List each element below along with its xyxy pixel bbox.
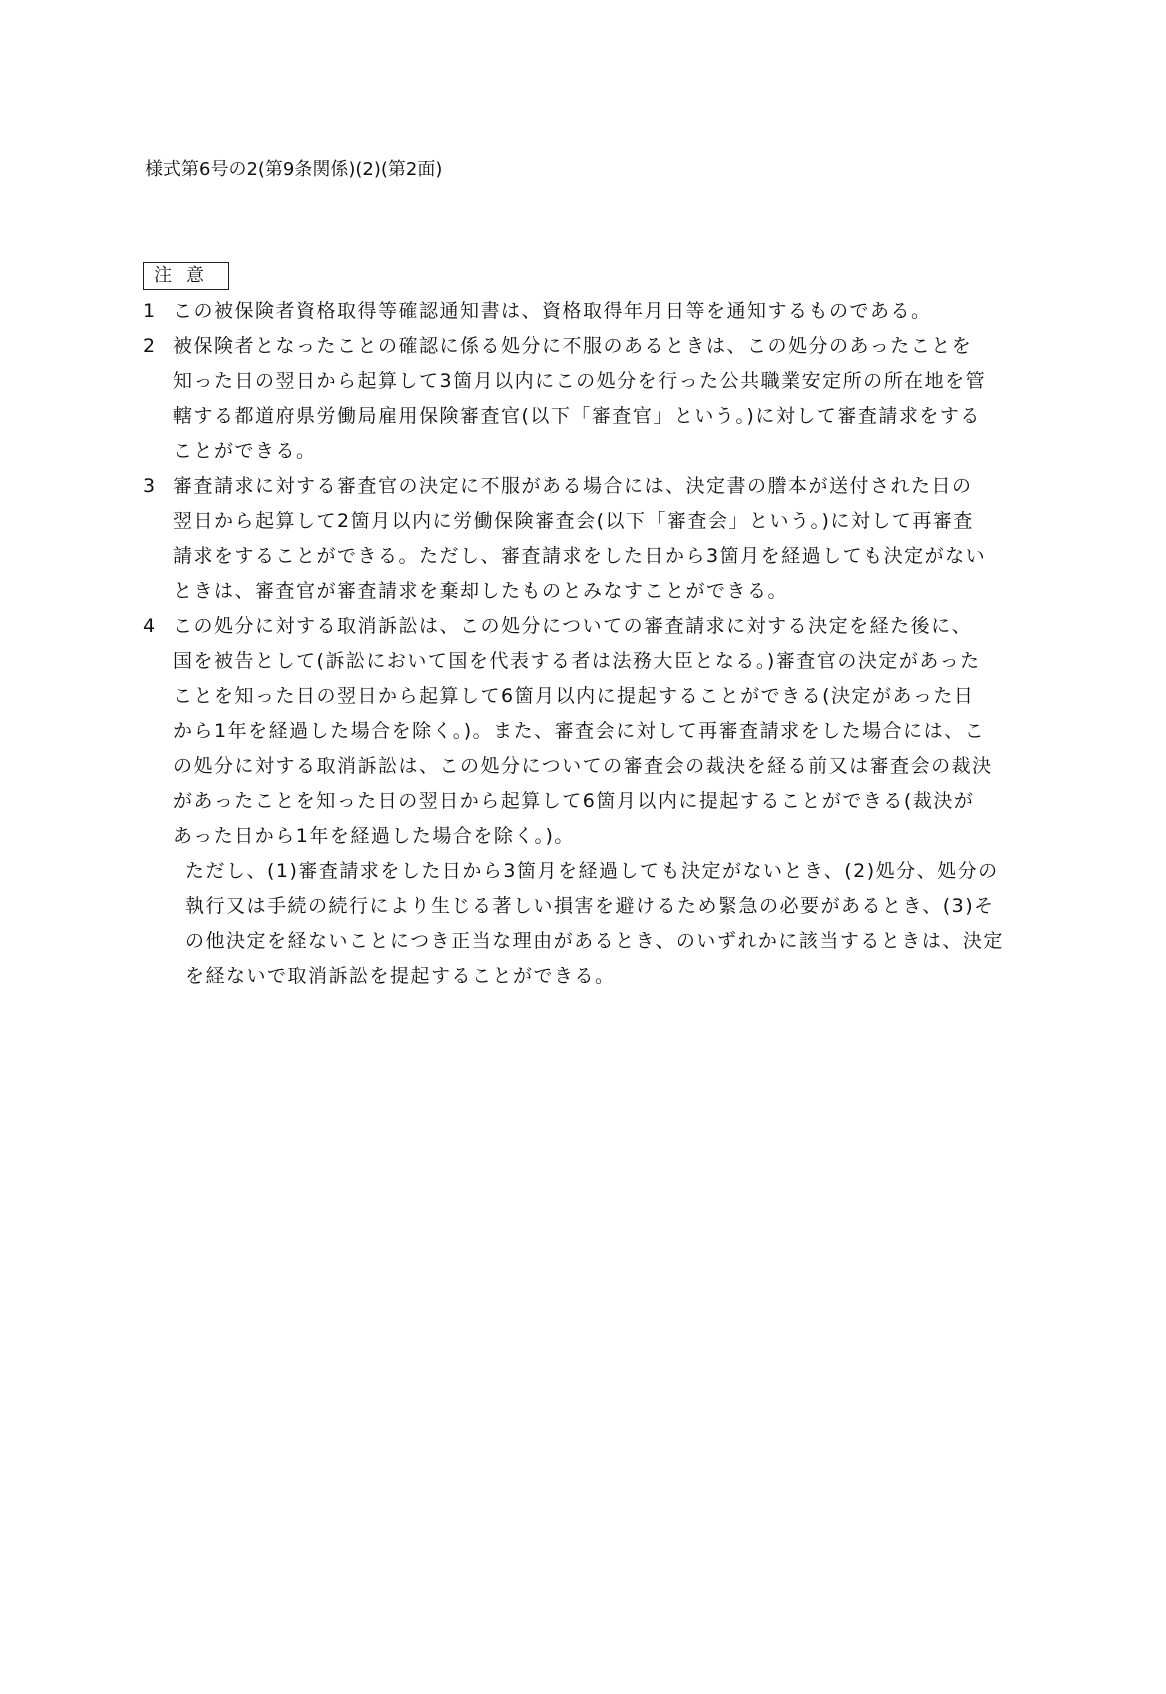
- note-text: [173, 294, 1033, 329]
- note-item-1: [143, 294, 1033, 329]
- note-item-3: [143, 469, 1033, 609]
- note-number: 1: [143, 300, 157, 322]
- note-line: ときは、審査官が審査請求を棄却したものとみなすことができる。: [173, 580, 789, 602]
- note-line: から1年を経過した場合を除く。)。また、審査会に対して再審査請求をした場合には、こ: [173, 720, 986, 742]
- note-line: この被保険者資格取得等確認通知書は、資格取得年月日等を通知するものである。: [173, 300, 932, 322]
- note-number: 2: [143, 335, 157, 357]
- notes-list: [143, 294, 1033, 994]
- form-identifier: 様式第6号の2(第9条関係)(2)(第2面): [145, 159, 443, 180]
- note-line: この処分に対する取消訴訟は、この処分についての審査請求に対する決定を経た後に、: [173, 615, 973, 637]
- note-line: を経ないで取消訴訟を提起することができる。: [185, 965, 616, 987]
- note-line: 知った日の翌日から起算して3箇月以内にこの処分を行った公共職業安定所の所在地を管: [173, 370, 987, 392]
- note-line: 被保険者となったことの確認に係る処分に不服のあるときは、この処分のあったことを: [173, 335, 973, 357]
- note-text: [173, 469, 1033, 609]
- note-line: の他決定を経ないことにつき正当な理由があるとき、のいずれかに該当するときは、決定: [185, 930, 1004, 952]
- note-line: 審査請求に対する審査官の決定に不服がある場合には、決定書の謄本が送付された日の: [173, 475, 973, 497]
- note-number: 4: [143, 615, 157, 637]
- note-line: 轄する都道府県労働局雇用保険審査官(以下「審査官」という。)に対して審査請求をする: [173, 405, 981, 427]
- note-line: 国を被告として(訴訟において国を代表する者は法務大臣となる。)審査官の決定があった: [173, 650, 981, 672]
- note-line: の処分に対する取消訴訟は、この処分についての審査会の裁決を経る前又は審査会の裁決: [173, 755, 993, 777]
- note-proviso: [173, 854, 1033, 994]
- note-line: があったことを知った日の翌日から起算して6箇月以内に提起することができる(裁決が: [173, 790, 975, 812]
- note-line: ただし、(1)審査請求をした日から3箇月を経過しても決定がないとき、(2)処分、処分の: [185, 860, 999, 882]
- note-text: [173, 609, 1033, 994]
- note-text: [173, 329, 1033, 469]
- note-line: 執行又は手続の続行により生じる著しい損害を避けるため緊急の必要があるとき、(3)そ: [185, 895, 995, 917]
- note-item-2: [143, 329, 1033, 469]
- notice-heading-box: 注意: [143, 262, 229, 290]
- note-line: ことを知った日の翌日から起算して6箇月以内に提起することができる(決定があった日: [173, 685, 975, 707]
- note-line: 翌日から起算して2箇月以内に労働保険審査会(以下「審査会」という。)に対して再審査: [173, 510, 974, 532]
- note-line: 請求をすることができる。ただし、審査請求をした日から3箇月を経過しても決定がない: [173, 545, 987, 567]
- note-line: ことができる。: [173, 440, 317, 462]
- note-item-4: [143, 609, 1033, 994]
- note-number: 3: [143, 475, 157, 497]
- note-line: あった日から1年を経過した場合を除く。)。: [173, 825, 575, 847]
